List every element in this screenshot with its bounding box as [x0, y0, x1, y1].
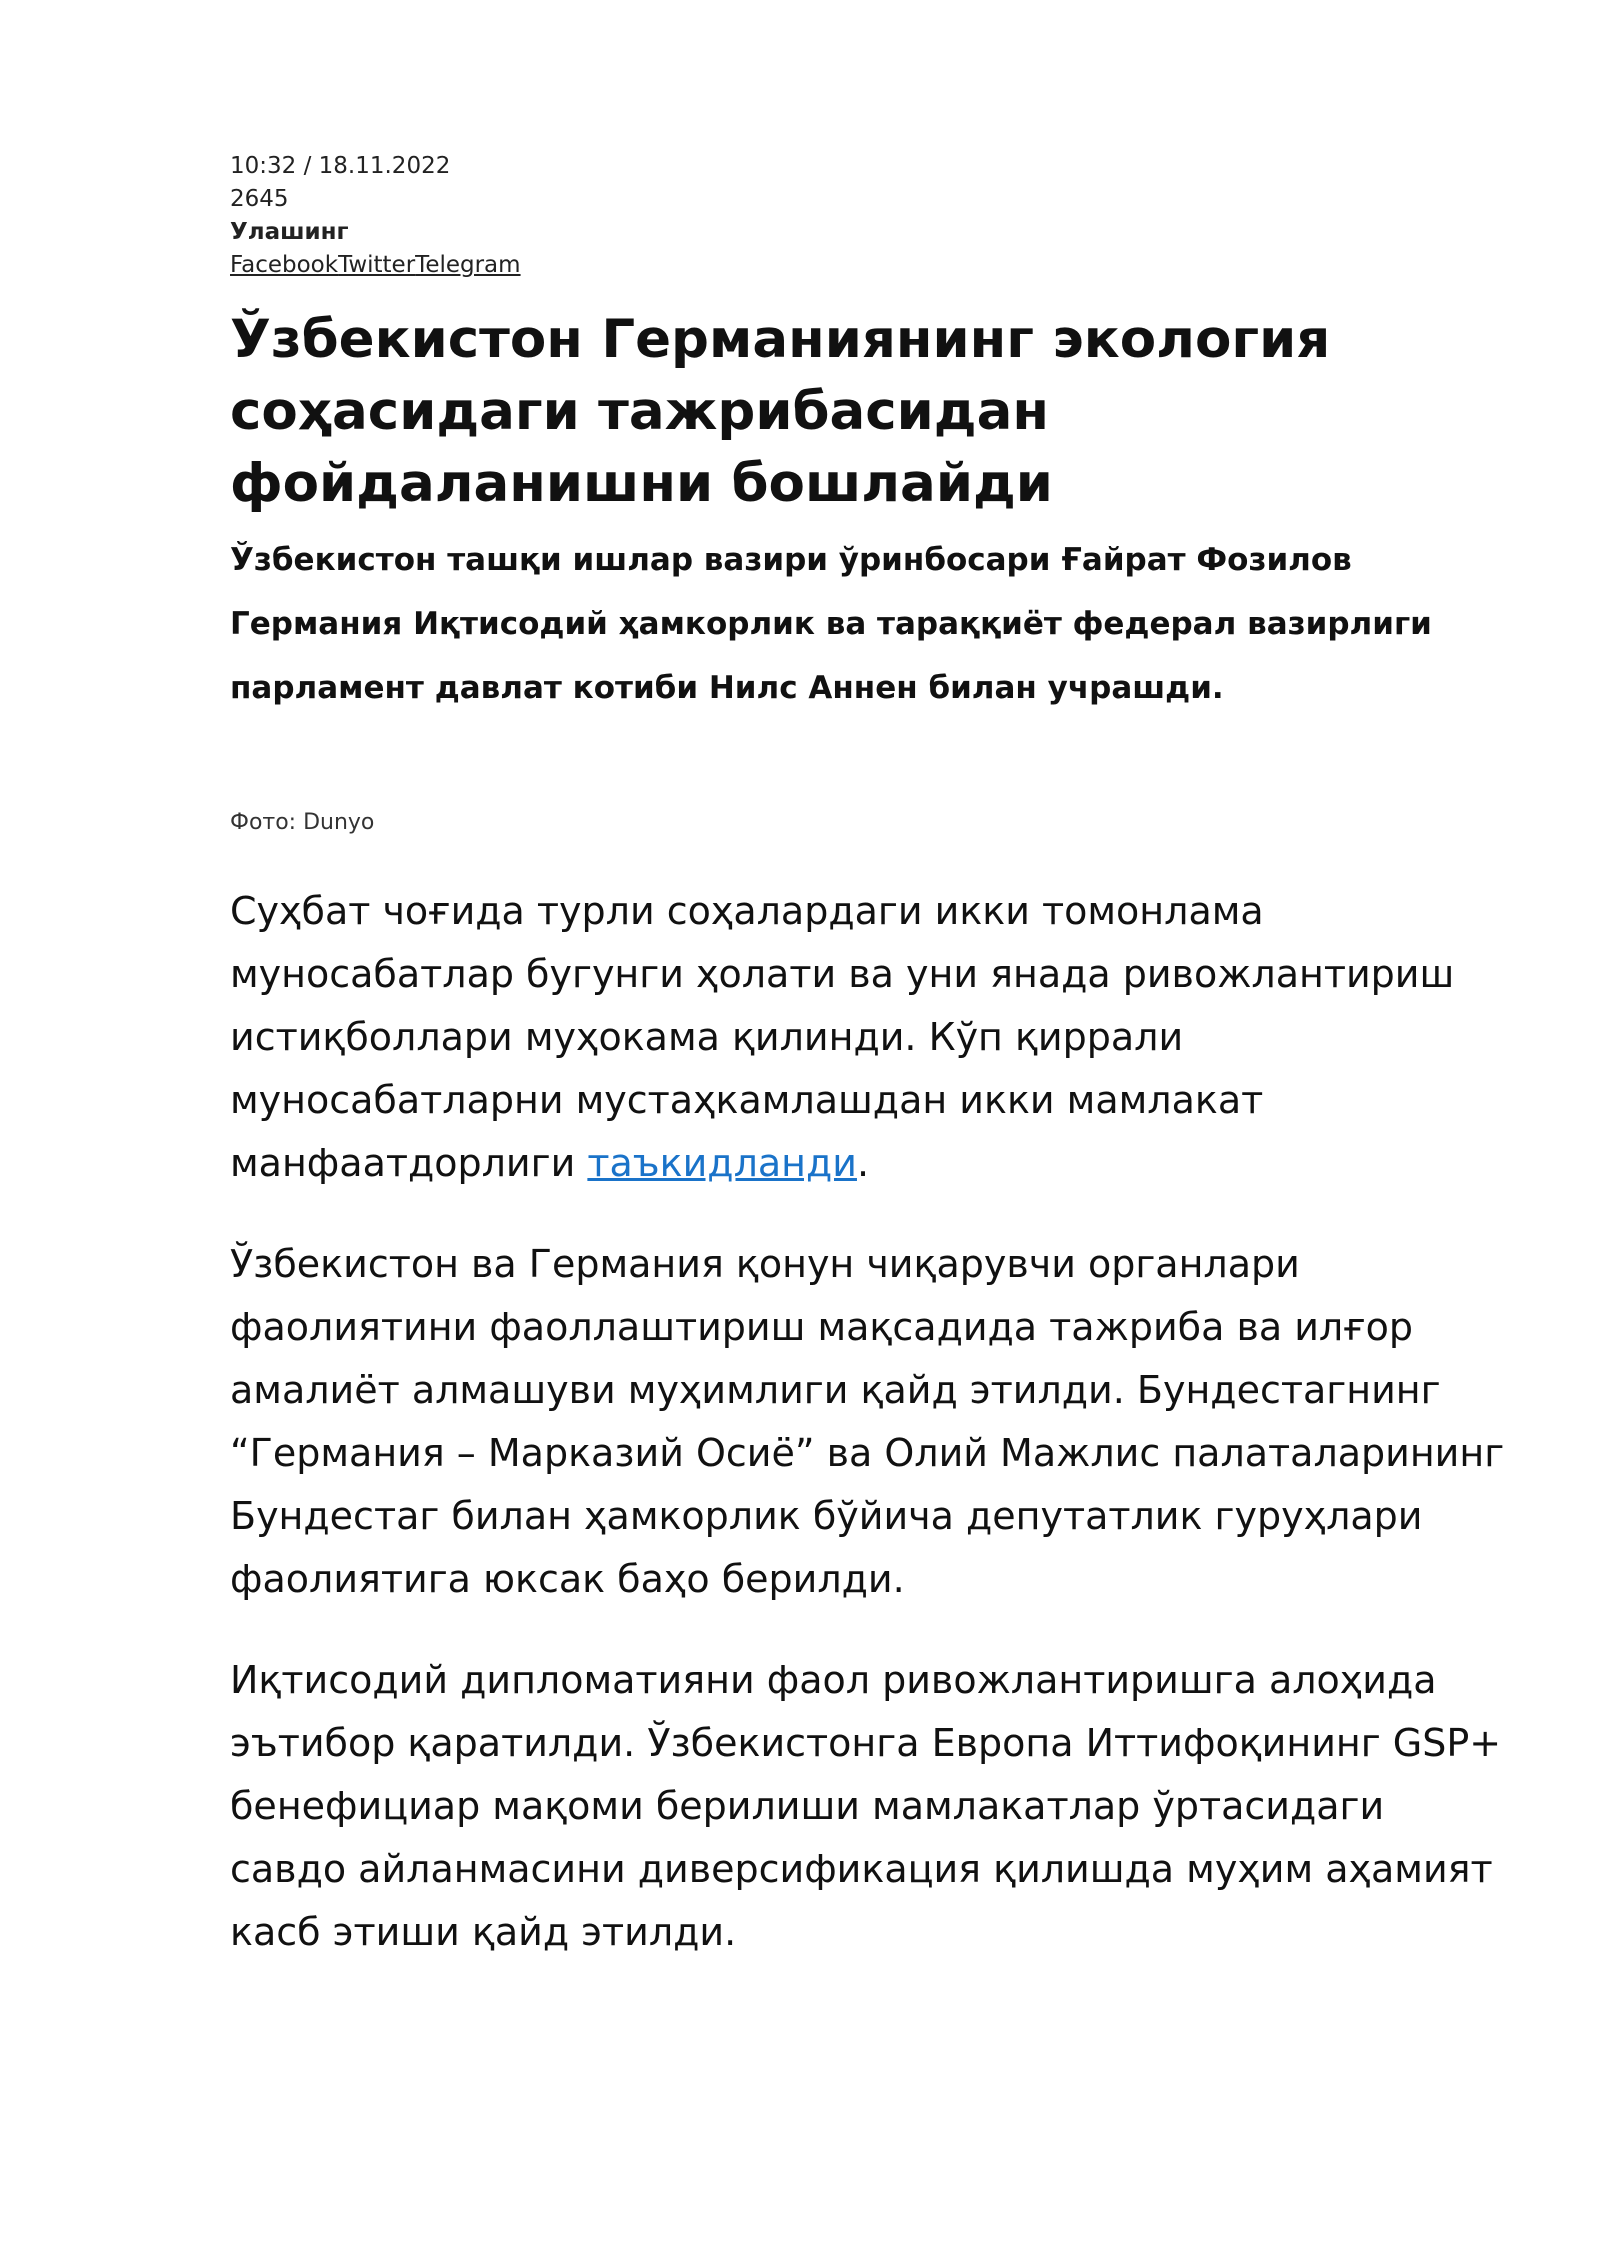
article-title: Ўзбекистон Германиянинг экология соҳасидаги тажрибасидан фойдаланишни бошлайди	[230, 309, 1331, 514]
article-body	[230, 880, 1510, 1964]
share-label: Улашинг	[230, 219, 349, 245]
article	[230, 150, 1510, 2002]
telegram-share-link[interactable]: Telegram	[415, 252, 521, 278]
paragraph-1-end: .	[856, 1141, 870, 1185]
article-paragraph-3: Иқтисодий дипломатияни фаол ривожлантиришга алоҳида эътибор қаратилди. Ўзбекистонга Европа Иттифоқининг GSP+ бенефициар мақоми берилиши мамлакатлар ўртасидаги савдо айланмасини диверсификация қилишда муҳим аҳамият касб этиши қайд этилди.	[230, 1658, 1502, 1954]
share-links	[230, 249, 1510, 282]
paragraph-1-text: Суҳбат чоғида турли соҳалардаги икки томонлама муносабатлар бугунги ҳолати ва уни янада ривожлантириш истиқболлари муҳокама қилинди. Кўп қиррали муносабатларни мустаҳкамлашдан икки мамлакат манфаатдорлиги	[230, 889, 1455, 1185]
emphasized-link[interactable]: таъкидланди	[587, 1141, 857, 1185]
twitter-share-link[interactable]: Twitter	[338, 252, 416, 278]
facebook-share-link[interactable]: Facebook	[230, 252, 339, 278]
article-paragraph-2: Ўзбекистон ва Германия қонун чиқарувчи органлари фаолиятини фаоллаштириш мақсадида тажриба ва илғор амалиёт алмашуви муҳимлиги қайд этилди. Бундестагнинг “Германия – Марказий Осиё” ва Олий Мажлис палаталарининг Бундестаг билан ҳамкорлик бўйича депутатлик гуруҳлари фаолиятига юксак баҳо берилди.	[230, 1242, 1505, 1601]
article-lead: Ўзбекистон ташқи ишлар вазири ўринбосари Ғайрат Фозилов Германия Иқтисодий ҳамкорлик ва тараққиёт федерал вазирлиги парламент давлат котиби Нилс Аннен билан учрашди.	[230, 542, 1432, 706]
publish-datetime: 10:32 / 18.11.2022	[230, 153, 451, 179]
view-count: 2645	[230, 186, 289, 212]
article-paragraph-1	[230, 880, 1510, 1195]
photo-credit: Фото: Dunyo	[230, 810, 375, 835]
